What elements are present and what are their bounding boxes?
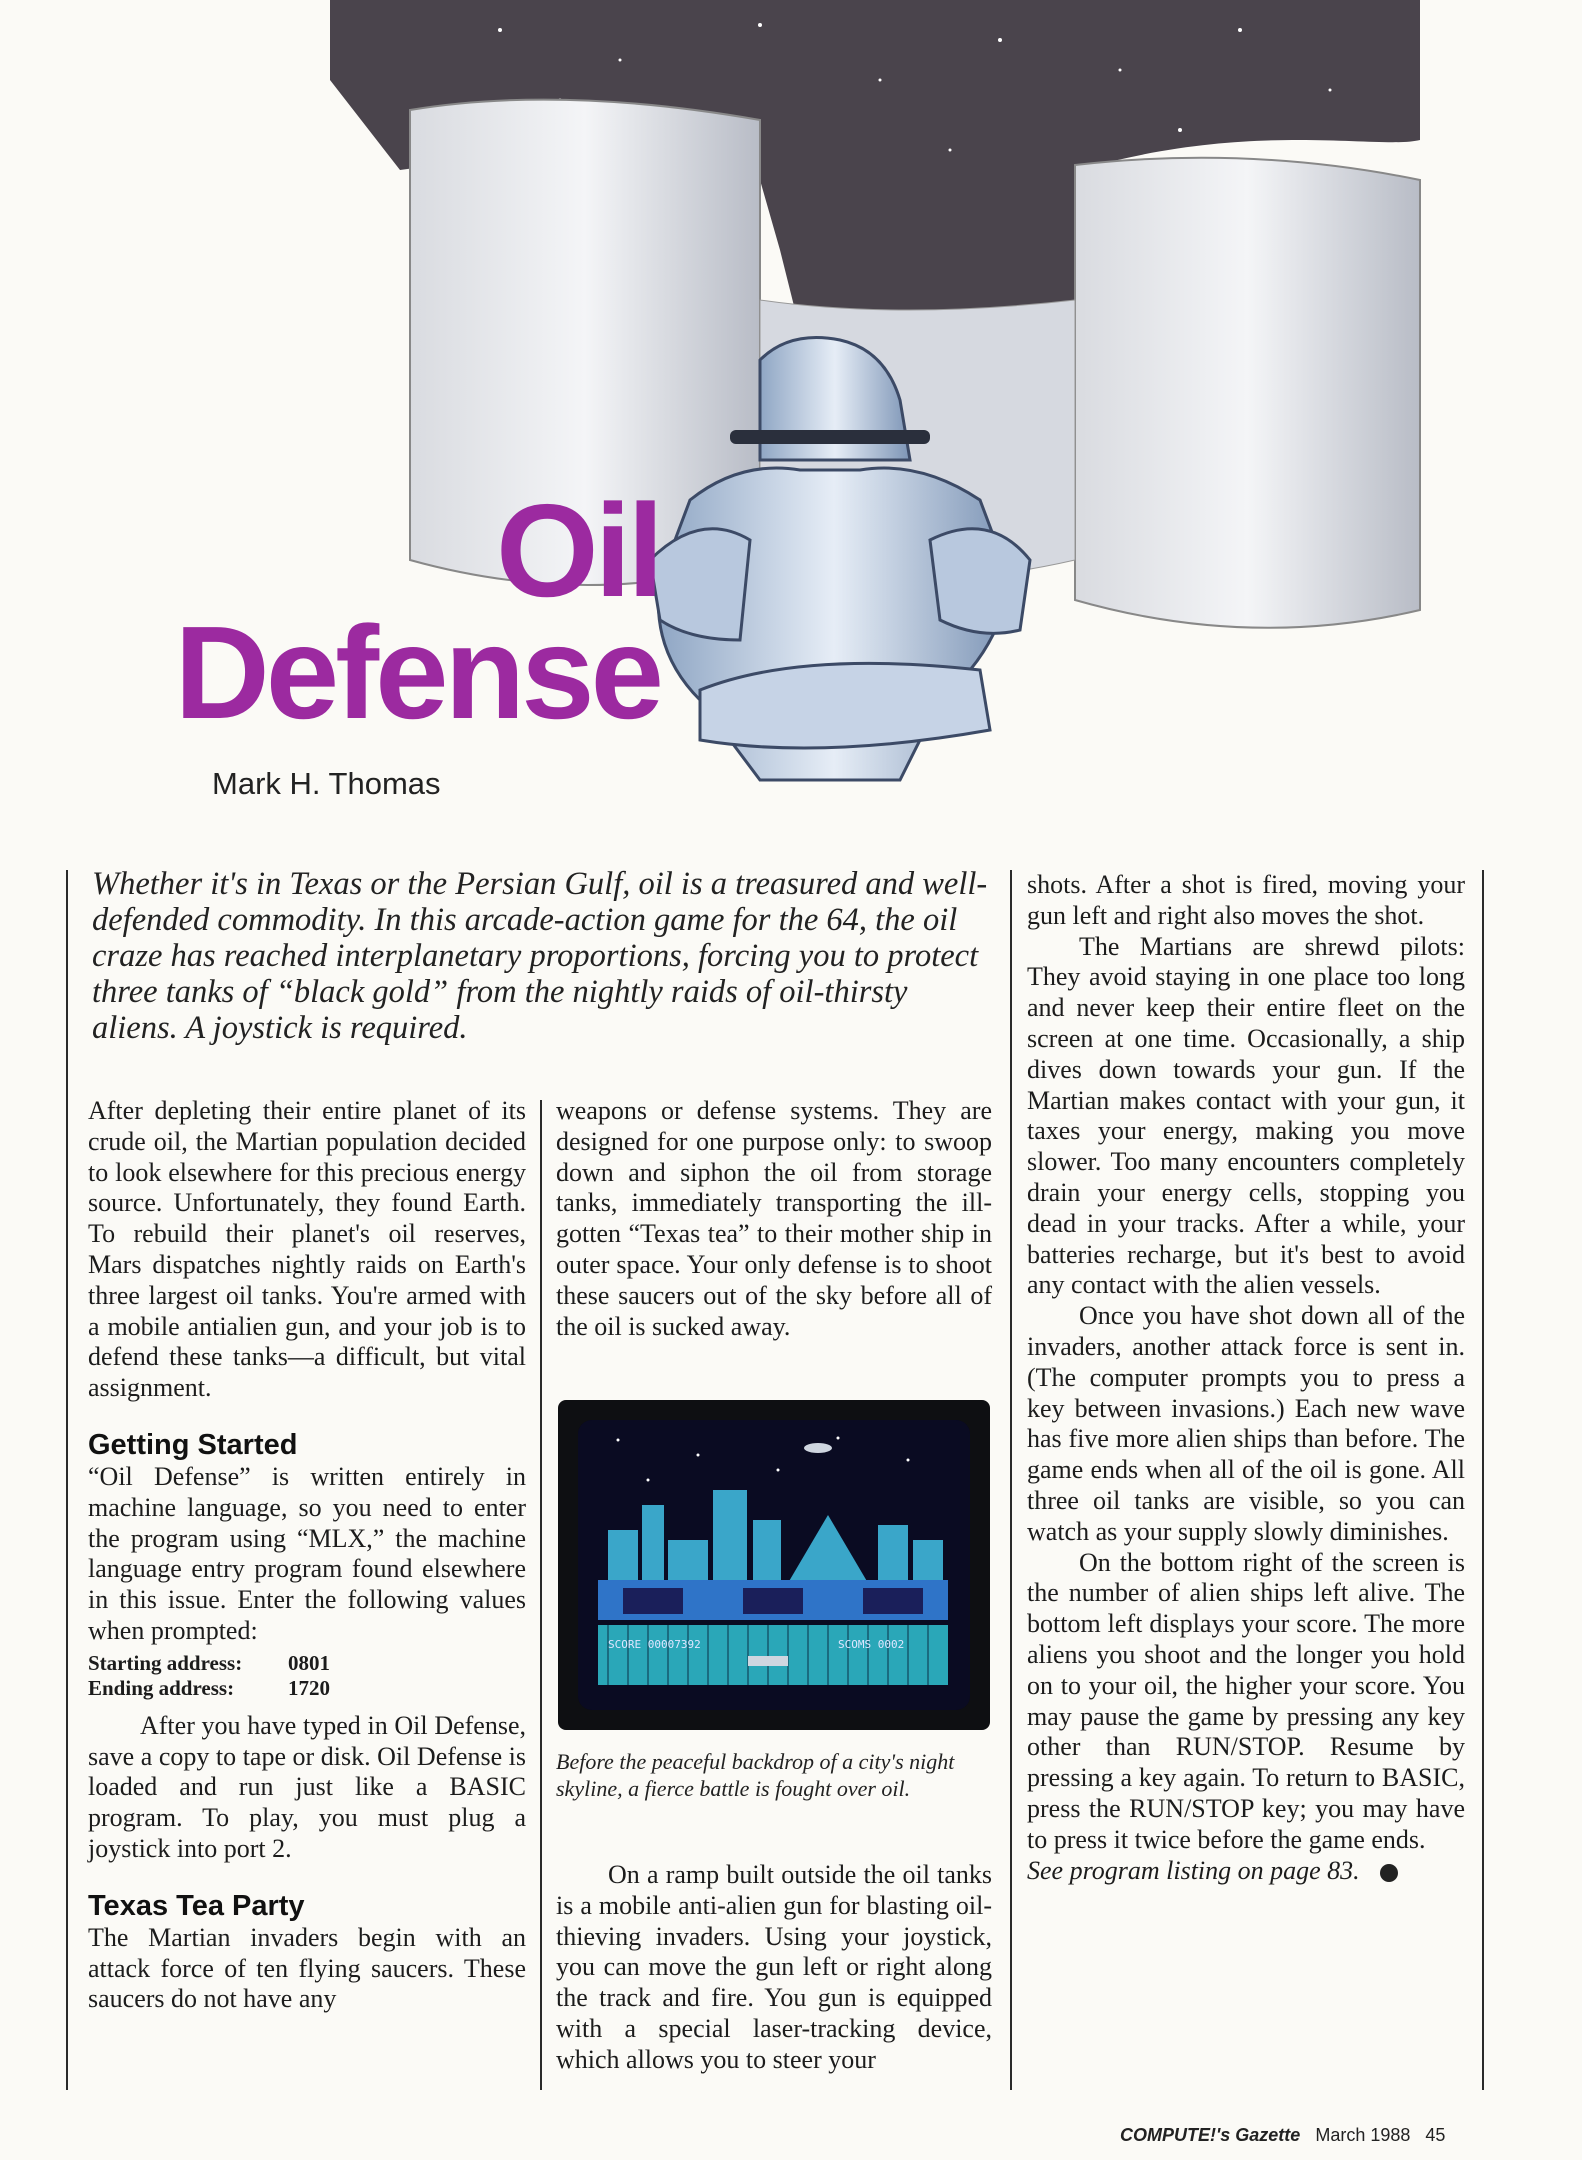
col1-paragraph-1: After depleting their entire planet of its crude oil, the Martian population decided to look elsewhere for this precious energy source. Unfortunately, they found Earth. To rebuild their planet's oil reserves, Mars dispatches nightly raids on Earth's three largest oil tanks. You're armed with a mobile antialien gun, and your job is to defend these tanks—a difficult, but vital assignment. (88, 1096, 526, 1403)
rule-col3-right (1482, 870, 1484, 2090)
program-listing-note (1027, 1856, 1465, 1887)
column-2-continued (556, 1860, 992, 2076)
col3-paragraph-1: shots. After a shot is fired, moving your gun left and right also moves the shot. (1027, 870, 1465, 930)
start-address-label: Starting address: (88, 1650, 243, 1675)
game-screen (578, 1420, 970, 1710)
rule-col-divider-2 (1010, 1100, 1012, 2090)
issue-date: March 1988 (1315, 2125, 1411, 2145)
column-1 (88, 1096, 526, 2015)
end-address-label: Ending address: (88, 1675, 235, 1700)
anti-alien-gun (748, 1656, 788, 1666)
rule-col-divider-1 (540, 1100, 542, 2090)
game-ships-readout: SCOMS 0002 (838, 1638, 905, 1651)
flying-saucer (804, 1443, 832, 1453)
game-tank-2 (743, 1588, 803, 1614)
column-2 (556, 1096, 992, 1342)
publication-name: COMPUTE!'s Gazette (1120, 2125, 1301, 2145)
col1-paragraph-2: “Oil Defense” is written entirely in machine language, so you need to enter the program using “MLX,” the machine language entry program found elsewhere in this issue. Enter the following values when prompted: (88, 1461, 526, 1645)
article-intro: Whether it's in Texas or the Persian Gulf, oil is a treasured and well-defended commodity. In this arcade-action game for the 64, the oil craze has reached interplanetary proportions, forcing you to protect three tanks of “black gold” from the nightly raids of oil-thirsty aliens. A joystick is required. (92, 866, 988, 1046)
end-of-article-icon (1380, 1864, 1398, 1882)
heading-texas-tea-party: Texas Tea Party (88, 1889, 305, 1922)
col3-paragraph-3: Once you have shot down all of the invaders, another attack force is sent in. (The computer prompts you to press a key between invasions.) Each new wave has five more alien ships than before. The game ends when all of the oil is gone. All three oil tanks are visible, so you can watch as your supply slowly diminishes. (1027, 1301, 1465, 1546)
program-listing-text: See program listing on page 83. (1027, 1855, 1360, 1885)
title-line-defense: Defense (174, 599, 660, 746)
game-scene (578, 1420, 970, 1710)
ramp-track (598, 1625, 948, 1685)
author-byline: Mark H. Thomas (212, 766, 441, 801)
address-values (88, 1651, 526, 1701)
title-line-oil: Oil (495, 477, 660, 624)
game-screenshot (558, 1400, 990, 1730)
game-tank-1 (623, 1588, 683, 1614)
oil-tank-right (1075, 158, 1420, 628)
col2-paragraph-2: On a ramp built outside the oil tanks is a mobile anti-alien gun for blasting oil-thieving invaders. Using your joystick, you can move the gun left or right along the track and fire. You gun is equipped with a special laser-tracking device, which allows you to steer your (556, 1860, 992, 2074)
col3-paragraph-4: On the bottom right of the screen is the number of alien ships left alive. The bottom left displays your score. The more aliens you shoot and the longer you hold on to your oil, the higher your score. You may pause the game by pressing any key other than RUN/STOP. Resume by pressing a key again. To return to BASIC, press the RUN/STOP key; you may have to press it twice before the game ends. (1027, 1547, 1465, 1854)
game-score-readout: SCORE 00007392 (608, 1638, 701, 1651)
rule-intro-right (1010, 870, 1012, 1100)
heading-getting-started: Getting Started (88, 1428, 298, 1461)
column-3 (1027, 870, 1465, 1886)
start-address-value: 0801 (288, 1650, 330, 1675)
article-title (140, 477, 660, 746)
page-number: 45 (1425, 2125, 1446, 2145)
col3-paragraph-2: The Martians are shrewd pilots: They avoid staying in one place too long and never keep their entire fleet on the screen at one time. Occasionally, a ship dives down towards your gun. If the Martian makes contact with your gun, it taxes your energy, making you move slower. Too many encounters completely drain your energy cells, stopping you dead in your tracks. After a while, your batteries recharge, but it's best to avoid any contact with the alien vessels. (1027, 931, 1465, 1300)
screenshot-caption: Before the peaceful backdrop of a city's night skyline, a fierce battle is fought over oil. (556, 1749, 955, 1801)
col1-paragraph-3: After you have typed in Oil Defense, save a copy to tape or disk. Oil Defense is loaded and run just like a BASIC program. To play, you must plug a joystick into port 2. (88, 1710, 526, 1863)
col1-paragraph-4: The Martian invaders begin with an attack force of ten flying saucers. These saucers do not have any (88, 1922, 526, 2014)
end-address-value: 1720 (288, 1675, 330, 1700)
col2-paragraph-1: weapons or defense systems. They are designed for one purpose only: to swoop down and siphon the oil from storage tanks, immediately transporting the ill-gotten “Texas tea” to their mother ship in outer space. Your only defense is to shoot these saucers out of the sky before all of the oil is sucked away. (556, 1096, 992, 1341)
page-footer (1120, 2125, 1445, 2146)
rule-intro-left (66, 870, 68, 1100)
rule-col1-left (66, 1100, 68, 2090)
game-tank-3 (863, 1588, 923, 1614)
